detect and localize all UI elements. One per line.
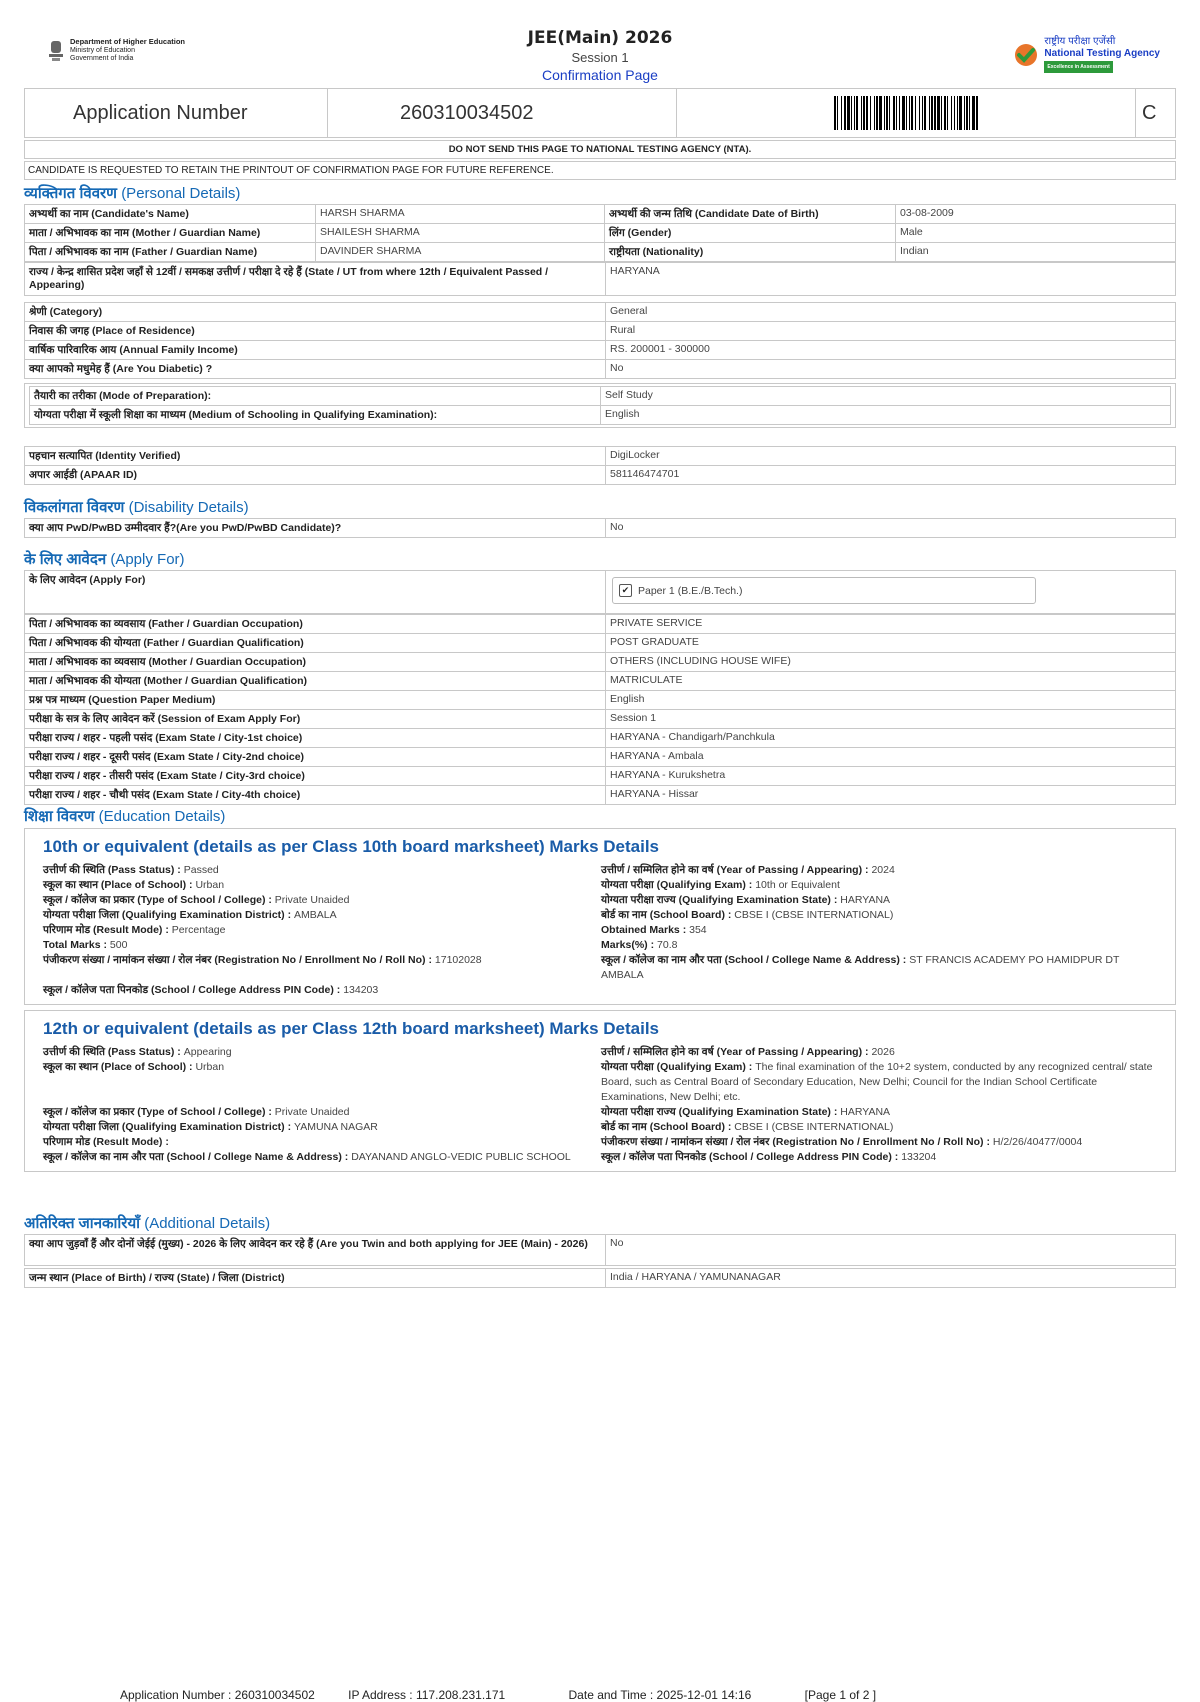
twin-value: No — [606, 1235, 1176, 1266]
identity-value: DigiLocker — [606, 447, 1176, 466]
nta-tagline: Excellence in Assessment — [1044, 61, 1112, 73]
edu-field-label: स्कूल / कॉलेज का नाम और पता (School / College Name & Address) : — [601, 954, 907, 966]
edu-field — [43, 1135, 601, 1150]
edu-field-label: स्कूल का स्थान (Place of School) : — [43, 1061, 193, 1073]
table-row — [25, 634, 1176, 653]
disability-details — [24, 518, 1176, 538]
edu-field-label: Marks(%) : — [601, 939, 655, 951]
apply-value: HARYANA - Kurukshetra — [606, 767, 1176, 786]
edu-field — [43, 953, 601, 968]
twin-label: क्या आप जुड़वाँ हैं और दोनों जेईई (मुख्य) - 2026 के लिए आवेदन कर रहे हैं (Are you Twin and both applying for JEE (Main) - 2026) — [25, 1235, 606, 1266]
edu-field-label: योग्यता परीक्षा राज्य (Qualifying Examination State) : — [601, 894, 838, 906]
barcode-bar — [978, 96, 979, 130]
table-row — [25, 205, 1176, 224]
tenth-left-column — [43, 863, 601, 998]
edu-field-value: Private Unaided — [274, 1106, 350, 1118]
apply-label: प्रश्न पत्र माध्यम (Question Paper Medium) — [25, 691, 606, 710]
footer-ip: IP Address : 117.208.231.171 — [348, 1688, 506, 1702]
table-row — [25, 1269, 1176, 1288]
table-row — [25, 729, 1176, 748]
apply-label: परीक्षा राज्य / शहर - तीसरी पसंद (Exam State / City-3rd choice) — [25, 767, 606, 786]
application-number-box — [24, 88, 1176, 180]
edu-field — [43, 1090, 601, 1105]
table-row — [25, 263, 1176, 296]
personal-label: अभ्यर्थी की जन्म तिथि (Candidate Date of Birth) — [605, 205, 896, 224]
edu-field-label: पंजीकरण संख्या / नामांकन संख्या / रोल नंबर (Registration No / Enrollment No / Roll No) : — [43, 954, 432, 966]
application-number-label: Application Number — [25, 89, 328, 138]
personal-label: क्या आपको मधुमेह हैं (Are You Diabetic) ? — [25, 360, 606, 379]
table-row — [25, 615, 1176, 634]
edu-field — [601, 1120, 1159, 1135]
edu-field-value: HARYANA — [840, 1106, 891, 1118]
personal-label: माता / अभिभावक का नाम (Mother / Guardian Name) — [25, 224, 316, 243]
table-row — [25, 519, 1176, 538]
section-education-hindi: शिक्षा विवरण — [24, 808, 95, 825]
apply-label: पिता / अभिभावक का व्यवसाय (Father / Guardian Occupation) — [25, 615, 606, 634]
apply-value: Session 1 — [606, 710, 1176, 729]
personal-details — [24, 204, 1176, 485]
edu-field-value: 2026 — [871, 1046, 895, 1058]
application-number-value: 260310034502 — [328, 89, 677, 138]
edu-field — [601, 938, 1159, 953]
table-row — [25, 303, 1176, 322]
edu-field-value: YAMUNA NAGAR — [294, 1121, 378, 1133]
apply-value: MATRICULATE — [606, 672, 1176, 691]
apply-value: HARYANA - Hissar — [606, 786, 1176, 805]
edu-field-value: Passed — [183, 864, 219, 876]
section-additional-hindi: अतिरिक्त जानकारियाँ — [24, 1215, 141, 1232]
edu-field-label: स्कूल / कॉलेज का प्रकार (Type of School / College) : — [43, 894, 272, 906]
state-value: HARYANA — [606, 263, 1176, 296]
section-personal-english: (Personal Details) — [121, 185, 241, 202]
edu-field-label: योग्यता परीक्षा (Qualifying Exam) : — [601, 1061, 753, 1073]
section-personal-title — [24, 183, 240, 203]
edu-field — [601, 953, 1159, 983]
edu-field-value: H/2/26/40477/0004 — [992, 1136, 1083, 1148]
edu-field — [43, 968, 601, 983]
footer-page: [Page 1 of 2 ] — [804, 1688, 877, 1702]
notice-retain: CANDIDATE IS REQUESTED TO RETAIN THE PRINTOUT OF CONFIRMATION PAGE FOR FUTURE REFERENCE. — [25, 162, 1176, 180]
nta-logo — [1014, 36, 1160, 73]
prep-label: तैयारी का तरीका (Mode of Preparation): — [30, 387, 601, 406]
edu-field-value: DAYANAND ANGLO-VEDIC PUBLIC SCHOOL — [351, 1151, 571, 1163]
edu-field — [43, 983, 601, 998]
table-row — [25, 341, 1176, 360]
table-row — [25, 224, 1176, 243]
section-apply-title — [24, 549, 185, 569]
edu-field — [601, 1045, 1159, 1060]
edu-field-value: Percentage — [171, 924, 226, 936]
nta-check-icon — [1014, 43, 1038, 67]
table-row — [25, 710, 1176, 729]
barcode — [677, 89, 1136, 138]
section-disability-english: (Disability Details) — [128, 499, 249, 516]
apply-label: माता / अभिभावक की योग्यता (Mother / Guardian Qualification) — [25, 672, 606, 691]
edu-field — [43, 1120, 601, 1135]
edu-field — [43, 893, 601, 908]
pwd-label: क्या आप PwD/PwBD उम्मीदवार हैं?(Are you PwD/PwBD Candidate)? — [25, 519, 606, 538]
table-row — [30, 387, 1171, 406]
table-row — [25, 360, 1176, 379]
table-row — [25, 767, 1176, 786]
edu-field-label: योग्यता परीक्षा जिला (Qualifying Examination District) : — [43, 1121, 292, 1133]
edu-field-value: AMBALA — [294, 909, 337, 921]
edu-field — [43, 1105, 601, 1120]
birthplace-label: जन्म स्थान (Place of Birth) / राज्य (State) / जिला (District) — [25, 1269, 606, 1288]
twelfth-left-column — [43, 1045, 601, 1165]
section-apply-hindi: के लिए आवेदन — [24, 551, 107, 568]
section-additional-english: (Additional Details) — [144, 1215, 271, 1232]
edu-field-value: Urban — [195, 879, 225, 891]
table-row — [25, 748, 1176, 767]
edu-field-label: परिणाम मोड (Result Mode) : — [43, 924, 169, 936]
barcode-graphic — [681, 96, 1131, 130]
apply-label: माता / अभिभावक का व्यवसाय (Mother / Guardian Occupation) — [25, 653, 606, 672]
apply-value: English — [606, 691, 1176, 710]
personal-value: 03-08-2009 — [896, 205, 1176, 224]
edu-field — [43, 878, 601, 893]
tenth-details-box — [24, 828, 1176, 1005]
edu-field-value: 354 — [689, 924, 707, 936]
section-apply-english: (Apply For) — [110, 551, 185, 568]
twelfth-details-box — [24, 1010, 1176, 1172]
paper-option — [612, 577, 1036, 604]
edu-field-value: The final examination of the 10+2 system, conducted by any recognized central/ state Board, such as Central Board of Secondary Education, New Delhi; Council for the Indian School Certificate Examinations, New Delhi; etc. — [601, 1061, 1153, 1103]
personal-value: General — [606, 303, 1176, 322]
edu-field-label: योग्यता परीक्षा (Qualifying Exam) : — [601, 879, 753, 891]
apply-for-label: के लिए आवेदन (Apply For) — [25, 571, 606, 614]
section-personal-hindi: व्यक्तिगत विवरण — [24, 185, 118, 202]
tenth-right-column — [601, 863, 1159, 998]
section-disability-hindi: विकलांगता विवरण — [24, 499, 125, 516]
edu-field — [43, 1075, 601, 1090]
personal-label: वार्षिक पारिवारिक आय (Annual Family Income) — [25, 341, 606, 360]
section-disability-title — [24, 497, 249, 517]
table-row — [25, 1235, 1176, 1266]
edu-field-label: स्कूल / कॉलेज का नाम और पता (School / College Name & Address) : — [43, 1151, 349, 1163]
edu-field-label: उत्तीर्ण / सम्मिलित होने का वर्ष (Year of Passing / Appearing) : — [601, 1046, 869, 1058]
edu-field — [43, 1045, 601, 1060]
apaar-value: 581146474701 — [606, 466, 1176, 485]
edu-field-value: 17102028 — [434, 954, 482, 966]
edu-field — [601, 893, 1159, 908]
application-code: C — [1136, 89, 1176, 138]
edu-field — [601, 878, 1159, 893]
edu-field — [601, 908, 1159, 923]
table-row — [25, 322, 1176, 341]
edu-field — [601, 1150, 1159, 1165]
personal-value: No — [606, 360, 1176, 379]
edu-field-value: ST FRANCIS ACADEMY PO HAMIDPUR DT AMBALA — [601, 954, 1120, 981]
edu-field-label: Obtained Marks : — [601, 924, 687, 936]
pwd-value: No — [606, 519, 1176, 538]
edu-field — [601, 1105, 1159, 1120]
edu-field-value: CBSE I (CBSE INTERNATIONAL) — [734, 909, 894, 921]
edu-field-label: उत्तीर्ण / सम्मिलित होने का वर्ष (Year of Passing / Appearing) : — [601, 864, 869, 876]
edu-field-value: 500 — [109, 939, 128, 951]
birthplace-value: India / HARYANA / YAMUNANAGAR — [606, 1269, 1176, 1288]
table-row — [25, 466, 1176, 485]
edu-field — [43, 1060, 601, 1075]
prep-value: Self Study — [601, 387, 1171, 406]
twelfth-details-title: 12th or equivalent (details as per Class 12th board marksheet) Marks Details — [43, 1019, 660, 1038]
personal-label: श्रेणी (Category) — [25, 303, 606, 322]
table-row — [25, 243, 1176, 262]
table-row — [25, 653, 1176, 672]
ministry-line-1: Department of Higher Education — [70, 37, 186, 46]
page-subtitle: Confirmation Page — [542, 67, 658, 83]
section-education-english: (Education Details) — [98, 808, 226, 825]
edu-field-label: उत्तीर्ण की स्थिति (Pass Status) : — [43, 1046, 181, 1058]
edu-field-value: Appearing — [183, 1046, 232, 1058]
edu-field-value: 134203 — [343, 984, 379, 996]
table-row — [25, 672, 1176, 691]
personal-label: निवास की जगह (Place of Residence) — [25, 322, 606, 341]
personal-value: HARSH SHARMA — [316, 205, 605, 224]
ministry-line-3: Government of India — [70, 55, 134, 62]
section-additional-title — [24, 1213, 270, 1233]
section-education-title — [24, 806, 225, 826]
footer-application-number: Application Number : 260310034502 — [120, 1688, 315, 1702]
personal-value: RS. 200001 - 300000 — [606, 341, 1176, 360]
nta-hindi: राष्ट्रीय परीक्षा एजेंसी — [1044, 36, 1116, 47]
edu-field-value: HARYANA — [840, 894, 891, 906]
table-row — [25, 571, 1176, 614]
edu-field — [601, 1060, 1159, 1105]
edu-field-value: 133204 — [901, 1151, 937, 1163]
edu-field — [43, 923, 601, 938]
footer-datetime: Date and Time : 2025-12-01 14:16 — [568, 1688, 752, 1702]
ministry-line-2: Ministry of Education — [70, 47, 135, 54]
edu-field-label: परिणाम मोड (Result Mode) : — [43, 1136, 169, 1148]
prep-label: योग्यता परीक्षा में स्कूली शिक्षा का माध्यम (Medium of Schooling in Qualifying Examination): — [30, 406, 601, 425]
state-label: राज्य / केन्द्र शासित प्रदेश जहाँ से 12वीं / समकक्ष उत्तीर्ण / परीक्षा दे रहे हैं (State / UT from where 12th / Equivalent Passed / Appearing) — [25, 263, 606, 296]
tenth-details-title: 10th or equivalent (details as per Class 10th board marksheet) Marks Details — [43, 837, 660, 856]
edu-field-label: योग्यता परीक्षा जिला (Qualifying Examination District) : — [43, 909, 292, 921]
edu-field-label: स्कूल / कॉलेज का प्रकार (Type of School / College) : — [43, 1106, 272, 1118]
twelfth-right-column — [601, 1045, 1159, 1165]
edu-field-label: उत्तीर्ण की स्थिति (Pass Status) : — [43, 864, 181, 876]
personal-label: अभ्यर्थी का नाम (Candidate's Name) — [25, 205, 316, 224]
edu-field-label: योग्यता परीक्षा राज्य (Qualifying Examination State) : — [601, 1106, 838, 1118]
apply-value: POST GRADUATE — [606, 634, 1176, 653]
personal-label: पिता / अभिभावक का नाम (Father / Guardian Name) — [25, 243, 316, 262]
apply-label: परीक्षा राज्य / शहर - दूसरी पसंद (Exam State / City-2nd choice) — [25, 748, 606, 767]
table-row — [25, 786, 1176, 805]
apply-label: परीक्षा के सत्र के लिए आवेदन करें (Session of Exam Apply For) — [25, 710, 606, 729]
apply-value: PRIVATE SERVICE — [606, 615, 1176, 634]
edu-field-label: Total Marks : — [43, 939, 107, 951]
identity-label: पहचान सत्यापित (Identity Verified) — [25, 447, 606, 466]
nta-english: National Testing Agency — [1044, 48, 1160, 59]
edu-field-label: स्कूल / कॉलेज पता पिनकोड (School / College Address PIN Code) : — [601, 1151, 899, 1163]
edu-field — [43, 863, 601, 878]
edu-field-label: बोर्ड का नाम (School Board) : — [601, 909, 732, 921]
apaar-label: अपार आईडी (APAAR ID) — [25, 466, 606, 485]
personal-value: DAVINDER SHARMA — [316, 243, 605, 262]
apply-label: परीक्षा राज्य / शहर - चौथी पसंद (Exam State / City-4th choice) — [25, 786, 606, 805]
checkbox-checked-icon: ✔ — [619, 584, 632, 597]
edu-field-label: बोर्ड का नाम (School Board) : — [601, 1121, 732, 1133]
table-row — [25, 447, 1176, 466]
personal-value: Indian — [896, 243, 1176, 262]
edu-field-value: Urban — [195, 1061, 225, 1073]
edu-field-value: Private Unaided — [274, 894, 350, 906]
apply-value: HARYANA - Chandigarh/Panchkula — [606, 729, 1176, 748]
page-title: JEE(Main) 2026 — [527, 28, 673, 48]
apply-label: पिता / अभिभावक की योग्यता (Father / Guardian Qualification) — [25, 634, 606, 653]
personal-value: SHAILESH SHARMA — [316, 224, 605, 243]
personal-label: लिंग (Gender) — [605, 224, 896, 243]
apply-details — [24, 570, 1176, 805]
notice-do-not-send: DO NOT SEND THIS PAGE TO NATIONAL TESTING AGENCY (NTA). — [25, 141, 1176, 159]
edu-field — [43, 938, 601, 953]
edu-field-label: पंजीकरण संख्या / नामांकन संख्या / रोल नंबर (Registration No / Enrollment No / Roll No) : — [601, 1136, 990, 1148]
apply-value: HARYANA - Ambala — [606, 748, 1176, 767]
edu-field — [601, 1135, 1159, 1150]
personal-label: राष्ट्रीयता (Nationality) — [605, 243, 896, 262]
edu-field-value: 2024 — [871, 864, 895, 876]
edu-field-value: 10th or Equivalent — [755, 879, 840, 891]
apply-value: OTHERS (INCLUDING HOUSE WIFE) — [606, 653, 1176, 672]
edu-field-value: 70.8 — [657, 939, 678, 951]
paper-label: Paper 1 (B.E./B.Tech.) — [638, 584, 743, 597]
apply-label: परीक्षा राज्य / शहर - पहली पसंद (Exam State / City-1st choice) — [25, 729, 606, 748]
page-footer — [120, 1688, 906, 1702]
table-row — [25, 691, 1176, 710]
edu-field-label: स्कूल / कॉलेज पता पिनकोड (School / College Address PIN Code) : — [43, 984, 341, 996]
edu-field-value: CBSE I (CBSE INTERNATIONAL) — [734, 1121, 894, 1133]
prep-value: English — [601, 406, 1171, 425]
additional-details — [24, 1234, 1176, 1288]
personal-value: Male — [896, 224, 1176, 243]
session-label: Session 1 — [571, 50, 629, 65]
table-row — [30, 406, 1171, 425]
personal-value: Rural — [606, 322, 1176, 341]
edu-field — [601, 863, 1159, 878]
edu-field — [43, 1150, 601, 1165]
edu-field — [601, 923, 1159, 938]
edu-field-label: स्कूल का स्थान (Place of School) : — [43, 879, 193, 891]
edu-field — [43, 908, 601, 923]
